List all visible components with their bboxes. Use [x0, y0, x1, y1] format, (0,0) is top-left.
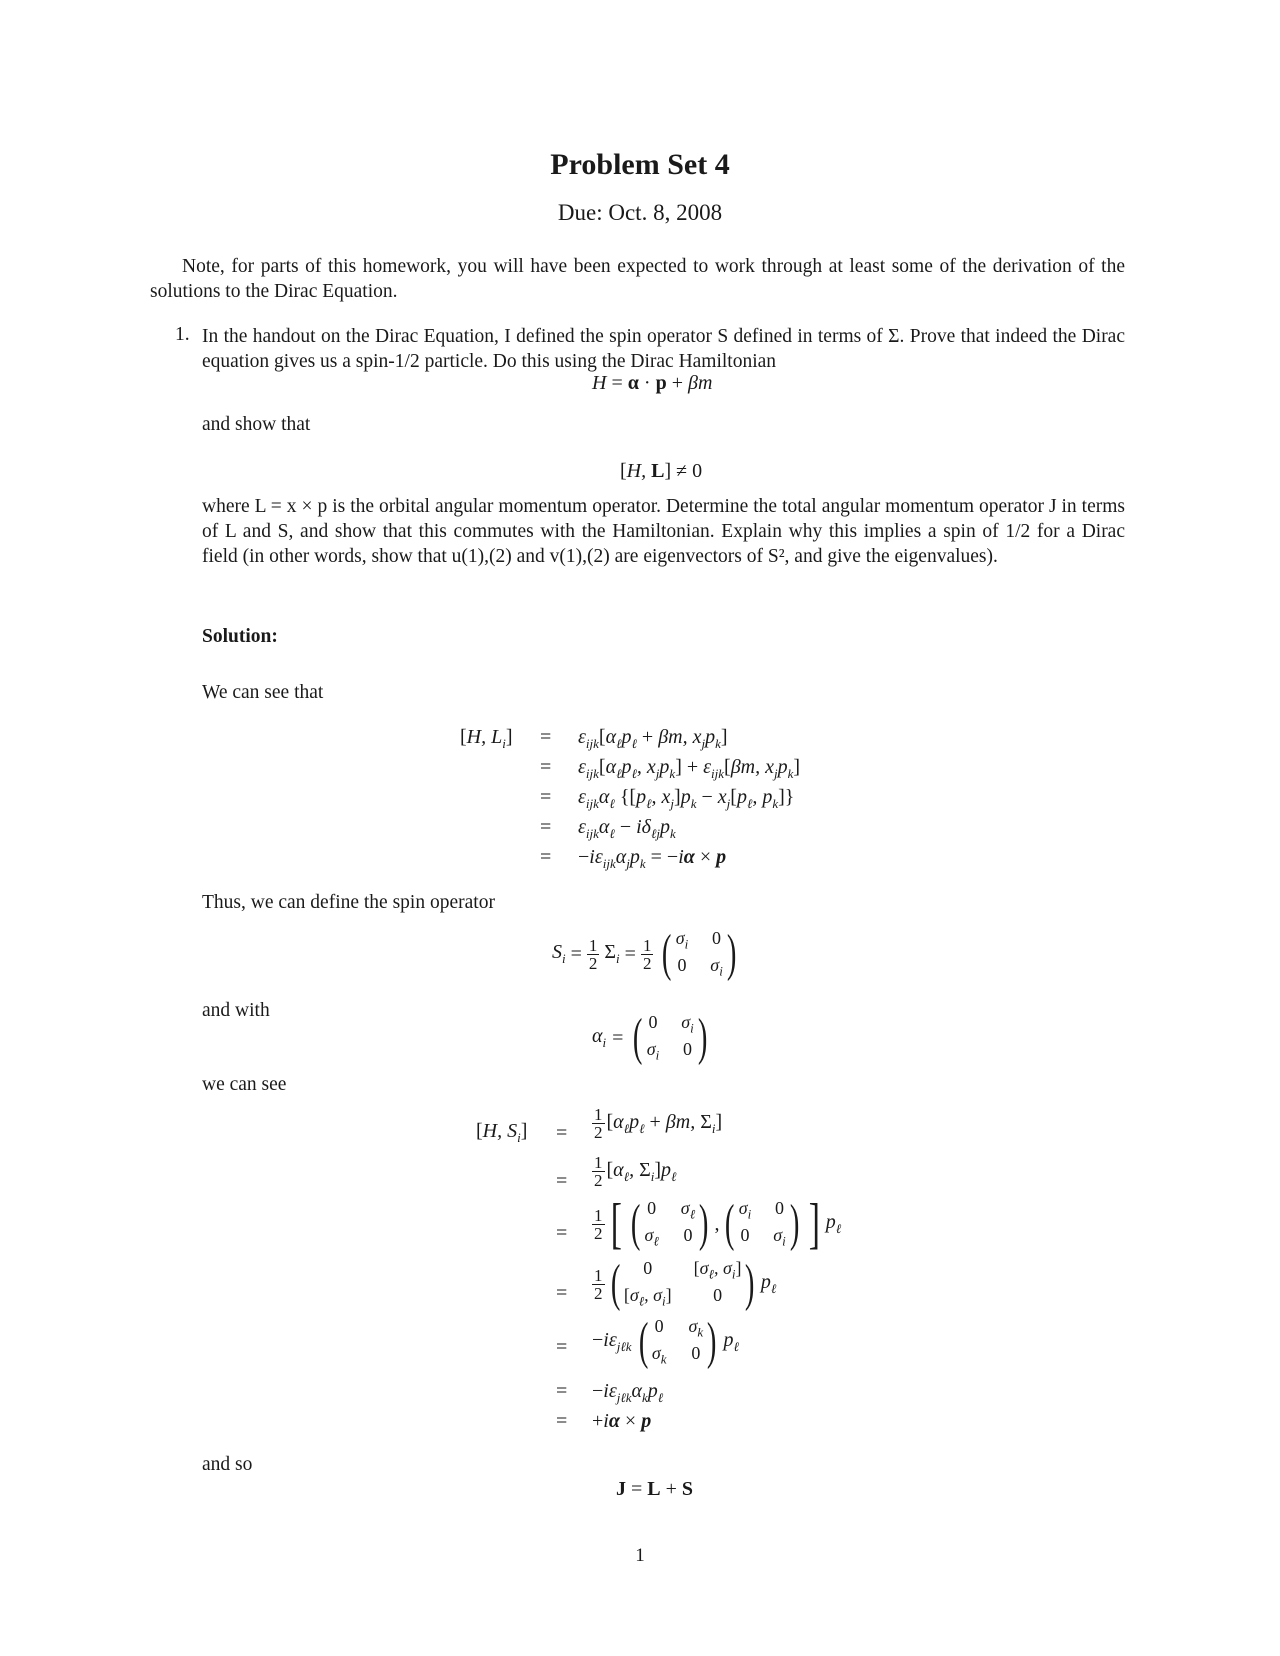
derivation-hs-step5: $-i\varepsilon_{j\ell k}$ ( 0 $\sigma_k$ $\sigma_k$ 0 ) $p_\ell$ [592, 1313, 739, 1370]
problem-where-text: where L = x × p is the orbital angular momentum operator. Determine the total angular momentum operator J in terms of L and S, and show that this commutes with the Hamiltonian. Explain why this implies a spin of 1/2 for a Dirac field (in other words, show that u(1),(2) and v(1),(2) are eigenvectors of S², and give the eigenvalues). [202, 496, 1125, 567]
derivation-hs-eq4: = [556, 1282, 568, 1304]
derivation-hl-step1: $\varepsilon_{ijk}[\alpha_\ell p_\ell + \beta m$, $x_jp_k$] [578, 726, 728, 751]
derivation-hs-step3: $\frac{1}{2}$ [ ( 0 $\sigma_\ell$ $\sigma_\ell$ 0 ) , ( $\sigma_i$ 0 0 $\sigma_i$ ) ] $p_\ell$ [594, 1193, 842, 1255]
derivation-hs-eq1: = [556, 1122, 568, 1144]
due-date: Due: Oct. 8, 2008 [557, 200, 723, 225]
equation-alpha-matrix: $\alpha_i$ = ( 0 $\sigma_i$ $\sigma_i$ 0 ) [592, 1009, 708, 1066]
we-can-see-that-text: We can see that [202, 682, 324, 703]
page-title: Problem Set 4 [550, 148, 730, 181]
and-show-that-text: and show that [202, 414, 311, 435]
derivation-hl-eq5: = [540, 846, 552, 868]
derivation-hl-step5: $-i\varepsilon_{ijk}\alpha_jp_k = -i\alpha \times p$ [578, 846, 727, 871]
derivation-hs-step6: $-i\varepsilon_{j\ell k}\alpha_kp_\ell$ [592, 1380, 664, 1405]
derivation-hl-step3: $\varepsilon_{ijk}\alpha_\ell$ {[$p_\ell$, $x_j]p_k - x_j[p_\ell$, $p_k$]} [578, 786, 795, 811]
equation-spin-operator: $S_i$ = $\frac{1}{2}$ $\Sigma_i$ = $\frac{1}{2}$ ( $\sigma_i$ 0 0 $\sigma_i$ ) [552, 925, 737, 982]
derivation-hl-eq1: = [540, 726, 552, 748]
equation-commutator-hl: [H, L] ≠ 0 [620, 460, 703, 482]
derivation-hs-eq7: = [556, 1410, 568, 1432]
thus-define-text: Thus, we can define the spin operator [202, 892, 495, 913]
derivation-hs-eq3: = [556, 1222, 568, 1244]
solution-heading: Solution: [202, 626, 278, 647]
and-so-text: and so [202, 1454, 253, 1475]
derivation-hl-step4: $\varepsilon_{ijk}\alpha_\ell - i\delta_{\ell j}p_k$ [578, 816, 676, 841]
problem-number: 1. [175, 324, 190, 345]
derivation-hs-step1: $\frac{1}{2}$ [$\alpha_\ell p_\ell + \beta m$, $\Sigma_i$] [594, 1105, 723, 1142]
page-number: 1 [635, 1545, 645, 1566]
derivation-hl-eq3: = [540, 786, 552, 808]
we-can-see-text: we can see [202, 1074, 287, 1095]
derivation-hs-eq2: = [556, 1170, 568, 1192]
derivation-hl-eq2: = [540, 756, 552, 778]
note-paragraph: Note, for parts of this homework, you will have been expected to work through at least some of the derivation of the solutions to the Dirac Equation. [150, 256, 1125, 302]
derivation-hl-step2: $\varepsilon_{ijk}[\alpha_\ell p_\ell$, $x_jp_k] + \varepsilon_{ijk}[\beta m$, $x_jp_k$] [578, 756, 801, 781]
equation-total-angular-momentum: J = L + S [616, 1478, 694, 1500]
problem-intro: In the handout on the Dirac Equation, I defined the spin operator S defined in terms of Σ. Prove that indeed the Dirac equation gives us a spin-1/2 particle. Do this using the Dirac Hamiltonian [202, 326, 1125, 372]
derivation-hs-step7: +iα × p [592, 1410, 652, 1432]
derivation-hs-eq5: = [556, 1336, 568, 1358]
equation-hamiltonian: H = α · p + βm [592, 372, 713, 394]
and-with-text: and with [202, 1000, 270, 1021]
derivation-hs-eq6: = [556, 1380, 568, 1402]
derivation-hs-step2: $\frac{1}{2}$ [$\alpha_\ell$, $\Sigma_i]p_\ell$ [594, 1153, 677, 1190]
derivation-hl-lhs: [H, $L_i$] [460, 726, 513, 751]
derivation-hs-step4: $\frac{1}{2}$ ( 0 [$\sigma_\ell$, $\sigma_i$] [$\sigma_\ell$, $\sigma_i$] 0 ) $p_\ell$ [594, 1255, 777, 1312]
derivation-hl-eq4: = [540, 816, 552, 838]
derivation-hs-lhs: [H, $S_i$] [476, 1120, 528, 1145]
